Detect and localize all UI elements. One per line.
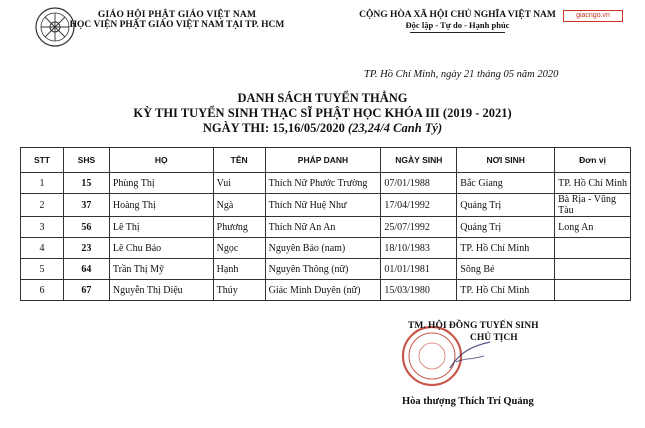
col-header-ngay-sinh: NGÀY SINH xyxy=(381,148,457,173)
cell-don-vi: Long An xyxy=(555,217,631,238)
cell-noi-sinh: Sông Bé xyxy=(457,259,555,280)
cell-noi-sinh: Bắc Giang xyxy=(457,173,555,194)
col-header-don-vi: Đơn vị xyxy=(555,148,631,173)
header-right-underline xyxy=(410,32,505,33)
table-row xyxy=(21,280,631,301)
cell-stt: 6 xyxy=(21,280,64,301)
cell-ho: Nguyễn Thị Diệu xyxy=(109,280,213,301)
header-left-line2: HỌC VIỆN PHẬT GIÁO VIỆT NAM TẠI TP. HCM xyxy=(69,20,285,30)
cell-ten: Ngọc xyxy=(213,238,265,259)
cell-ten: Phương xyxy=(213,217,265,238)
cell-ngay-sinh: 07/01/1988 xyxy=(381,173,457,194)
cell-ngay-sinh: 18/10/1983 xyxy=(381,238,457,259)
header-right-line2: Độc lập - Tự do - Hạnh phúc xyxy=(405,20,510,30)
signature-name: Hòa thượng Thích Trí Quảng xyxy=(402,396,534,407)
cell-shs: 15 xyxy=(63,173,109,194)
cell-ho: Trần Thị Mỹ xyxy=(109,259,213,280)
cell-noi-sinh: Quảng Trị xyxy=(457,217,555,238)
cell-ngay-sinh: 17/04/1992 xyxy=(381,194,457,217)
table-row xyxy=(21,194,631,217)
watermark: giacngo.vn xyxy=(563,10,623,22)
exam-date-lunar: (23,24/4 Canh Tý) xyxy=(348,121,443,135)
col-header-ten: TÊN xyxy=(213,148,265,173)
signature-role: CHỦ TỊCH xyxy=(470,333,518,343)
cell-phap-danh: Giác Minh Duyên (nữ) xyxy=(265,280,381,301)
table-row xyxy=(21,217,631,238)
col-header-noi-sinh: NƠI SINH xyxy=(457,148,555,173)
title-line1: DANH SÁCH TUYỂN THẲNG xyxy=(237,91,408,105)
cell-don-vi: Bà Rịa - Vũng Tàu xyxy=(555,194,631,217)
header-right xyxy=(350,10,565,33)
cell-ho: Lê Chu Bảo xyxy=(109,238,213,259)
col-header-stt: STT xyxy=(21,148,64,173)
cell-ho: Hoàng Thị xyxy=(109,194,213,217)
cell-don-vi xyxy=(555,238,631,259)
cell-stt: 3 xyxy=(21,217,64,238)
col-header-shs: SHS xyxy=(63,148,109,173)
cell-don-vi: TP. Hồ Chí Minh xyxy=(555,173,631,194)
cell-shs: 56 xyxy=(63,217,109,238)
table-row xyxy=(21,259,631,280)
cell-ngay-sinh: 15/03/1980 xyxy=(381,280,457,301)
cell-noi-sinh: TP. Hồ Chí Minh xyxy=(457,238,555,259)
cell-phap-danh: Thích Nữ An An xyxy=(265,217,381,238)
official-seal-icon xyxy=(398,322,494,388)
cell-ho: Lê Thị xyxy=(109,217,213,238)
cell-phap-danh: Thích Nữ Huệ Như xyxy=(265,194,381,217)
cell-phap-danh: Nguyên Thông (nữ) xyxy=(265,259,381,280)
header-left-line1: GIÁO HỘI PHẬT GIÁO VIỆT NAM xyxy=(97,10,257,20)
cell-shs: 23 xyxy=(63,238,109,259)
cell-shs: 37 xyxy=(63,194,109,217)
cell-ngay-sinh: 25/07/1992 xyxy=(381,217,457,238)
title-line2: KỲ THI TUYỂN SINH THẠC SĨ PHẬT HỌC KHÓA III (2019 - 2021) xyxy=(133,106,512,120)
cell-shs: 67 xyxy=(63,280,109,301)
cell-stt: 4 xyxy=(21,238,64,259)
cell-shs: 64 xyxy=(63,259,109,280)
col-header-ho: HỌ xyxy=(109,148,213,173)
cell-phap-danh: Nguyên Bảo (nam) xyxy=(265,238,381,259)
cell-ngay-sinh: 01/01/1981 xyxy=(381,259,457,280)
cell-ten: Hạnh xyxy=(213,259,265,280)
table-header-row xyxy=(21,148,631,173)
admission-table xyxy=(20,147,631,301)
header-left xyxy=(52,10,302,30)
place-date: TP. Hồ Chí Minh, ngày 21 tháng 05 năm 2020 xyxy=(364,69,559,80)
signature-org: TM. HỘI ĐỒNG TUYỂN SINH xyxy=(408,321,539,331)
cell-noi-sinh: Quảng Trị xyxy=(457,194,555,217)
cell-stt: 1 xyxy=(21,173,64,194)
cell-stt: 5 xyxy=(21,259,64,280)
cell-noi-sinh: TP. Hồ Chí Minh xyxy=(457,280,555,301)
title-line3 xyxy=(0,121,645,136)
cell-don-vi xyxy=(555,259,631,280)
exam-date: NGÀY THI: 15,16/05/2020 xyxy=(202,121,349,135)
cell-don-vi xyxy=(555,280,631,301)
col-header-phap-danh: PHÁP DANH xyxy=(265,148,381,173)
header-right-line1: CỘNG HÒA XÃ HỘI CHỦ NGHĨA VIỆT NAM xyxy=(359,10,556,20)
cell-stt: 2 xyxy=(21,194,64,217)
cell-ho: Phùng Thị xyxy=(109,173,213,194)
table-row xyxy=(21,238,631,259)
cell-phap-danh: Thích Nữ Phước Trường xyxy=(265,173,381,194)
cell-ten: Vui xyxy=(213,173,265,194)
cell-ten: Ngà xyxy=(213,194,265,217)
table-row xyxy=(21,173,631,194)
cell-ten: Thúy xyxy=(213,280,265,301)
